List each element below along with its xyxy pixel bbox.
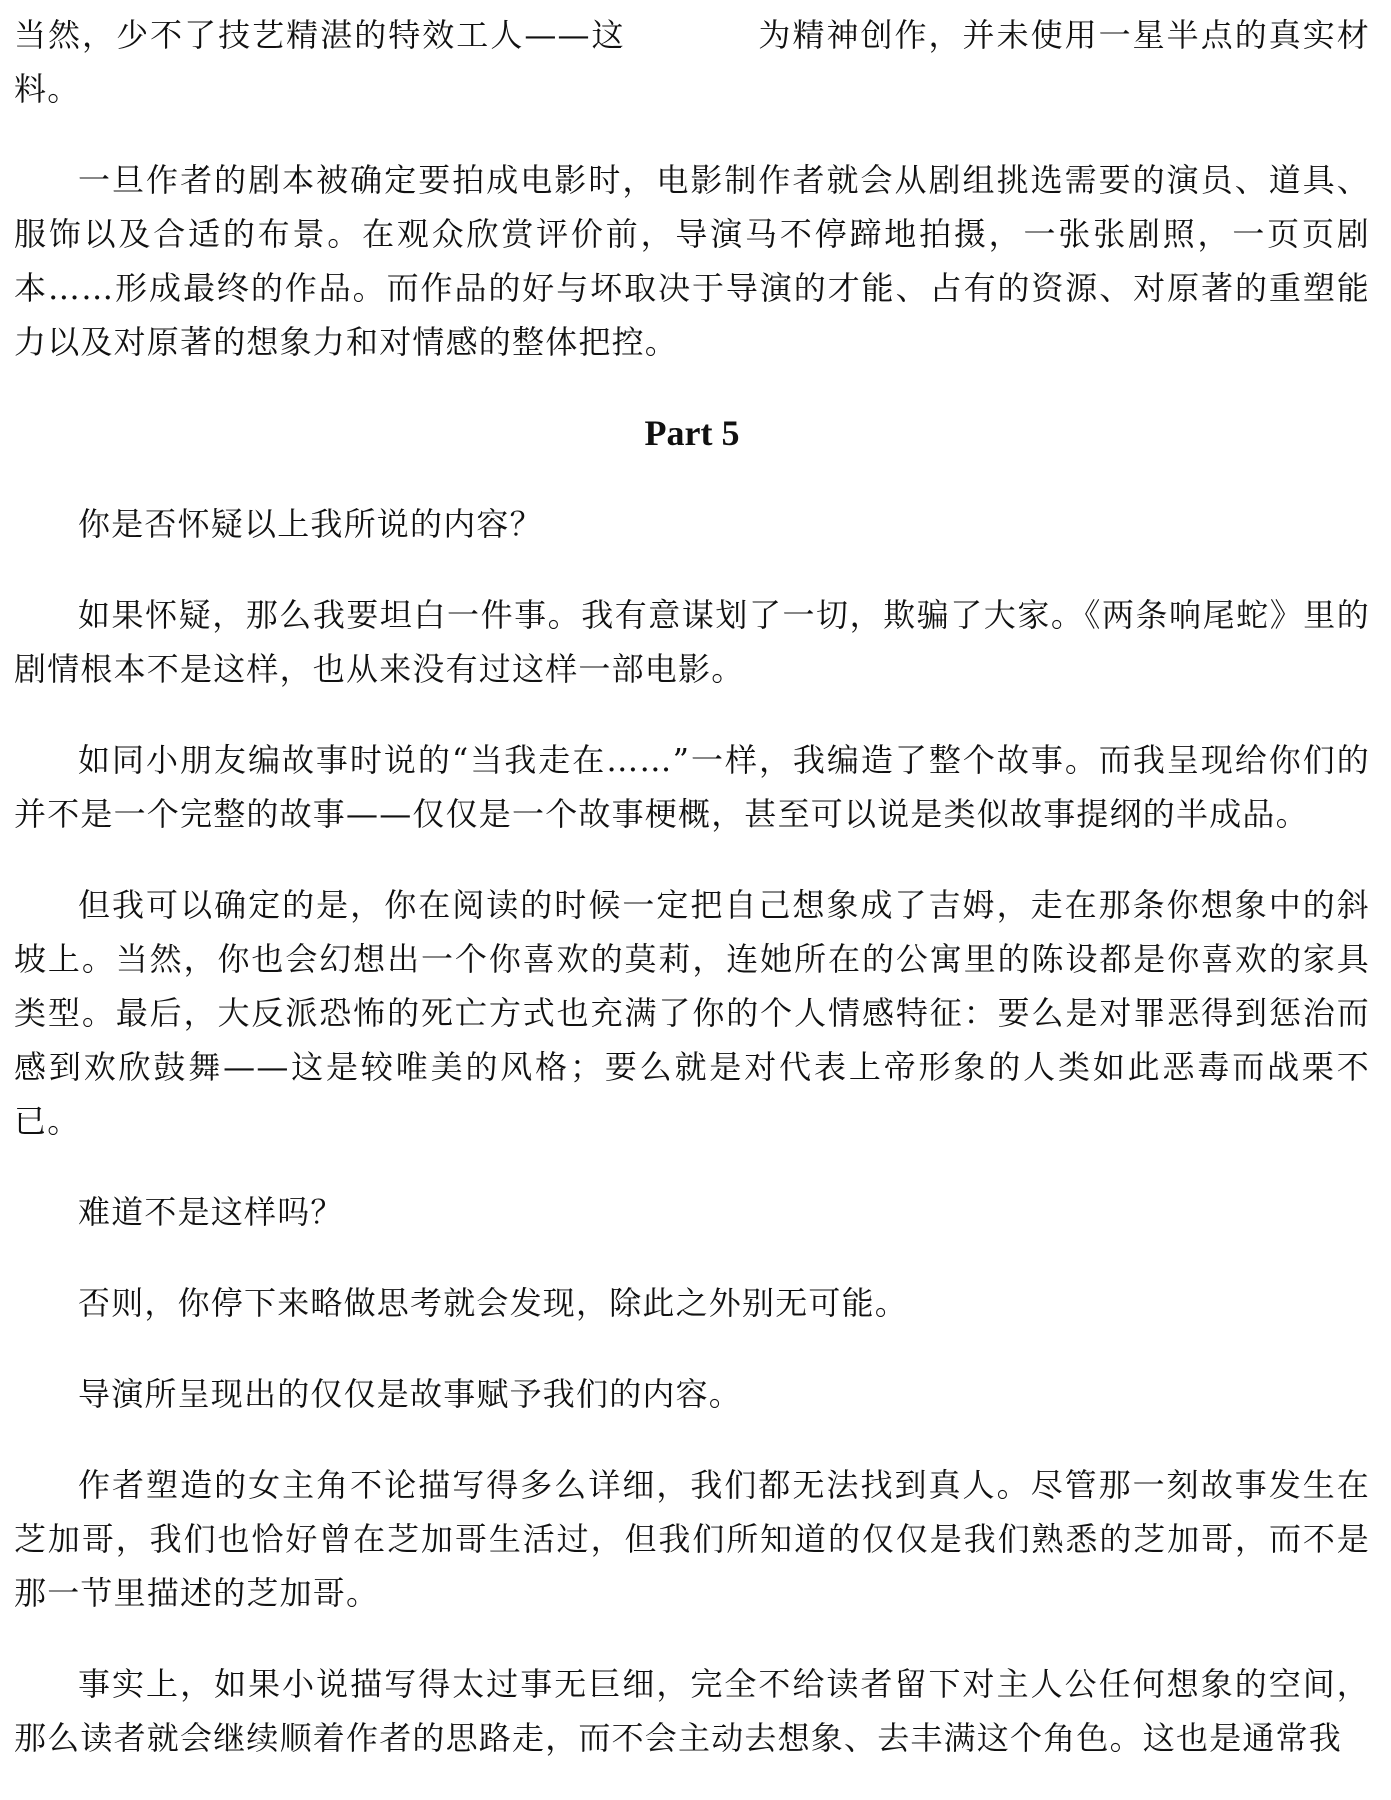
paragraph-doubt-question: 你是否怀疑以上我所说的内容？ [78,505,543,543]
paragraph-text-after-gap: 为精神创作，并未使用一星半点的真实材料。 [14,16,1370,108]
paragraph-no-other-possibility: 否则，你停下来略做思考就会发现，除此之外别无可能。 [78,1284,909,1322]
paragraph-film-production: 一旦作者的剧本被确定要拍成电影时，电影制作者就会从剧组挑选需要的演员、道具、服饰以及合适的布景。在观众欣赏评价前，导演马不停蹄地拍摄，一张张剧照，一页页剧本……形成最终的作品。而作品的好与坏取决于导演的才能、占有的资源、对原著的重塑能力以及对原著的想象力和对情感的整体把控。 [14,161,1370,361]
document-page [14,0,1370,1800]
paragraph-detail-description: 事实上，如果小说描写得太过事无巨细，完全不给读者留下对主人公任何想象的空间，那么读者就会继续顺着作者的思路走，而不会主动去想象、去丰满这个角色。这也是通常我 [14,1665,1370,1757]
paragraph-text-before-gap: 当然，少不了技艺精湛的特效工人——这 [14,16,626,54]
paragraph-heroine-chicago: 作者塑造的女主角不论描写得多么详细，我们都无法找到真人。尽管那一刻故事发生在芝加哥，我们也恰好曾在芝加哥生活过，但我们所知道的仅仅是我们熟悉的芝加哥，而不是那一节里描述的芝加哥。 [14,1466,1370,1612]
paragraph-rhetorical-question: 难道不是这样吗？ [78,1193,344,1231]
paragraph-special-effects [14,0,1370,116]
paragraph-confession: 如果怀疑，那么我要坦白一件事。我有意谋划了一切，欺骗了大家。《两条响尾蛇》里的剧情根本不是这样，也从来没有过这样一部电影。 [14,596,1370,688]
paragraph-made-up-story: 如同小朋友编故事时说的“当我走在……”一样，我编造了整个故事。而我呈现给你们的并不是一个完整的故事——仅仅是一个故事梗概，甚至可以说是类似故事提纲的半成品。 [14,741,1370,833]
paragraph-director-presentation: 导演所呈现出的仅仅是故事赋予我们的内容。 [78,1375,743,1413]
paragraph-reader-imagination: 但我可以确定的是，你在阅读的时候一定把自己想象成了吉姆，走在那条你想象中的斜坡上。当然，你也会幻想出一个你喜欢的莫莉，连她所在的公寓里的陈设都是你喜欢的家具类型。最后，大反派恐怖的死亡方式也充满了你的个人情感特征：要么是对罪恶得到惩治而感到欢欣鼓舞——这是较唯美的风格；要么就是对代表上帝形象的人类如此恶毒而战栗不已。 [14,886,1370,1140]
section-heading: Part 5 [644,413,740,453]
